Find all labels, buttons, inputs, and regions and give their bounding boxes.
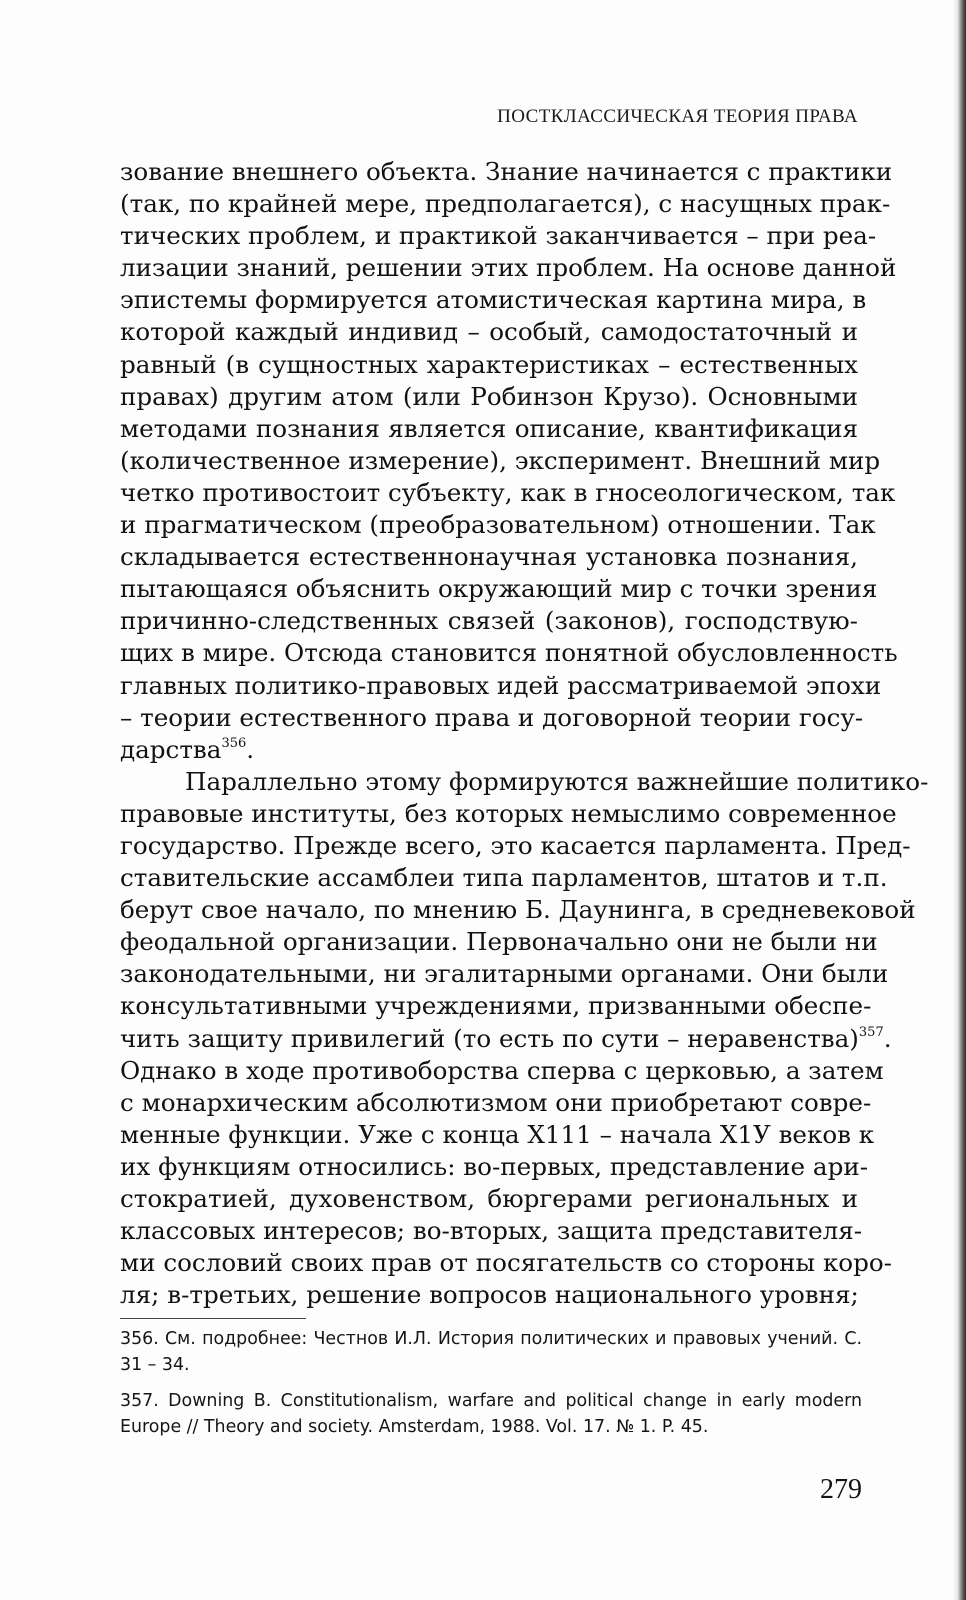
text-line: щих в мире. Отсюда становится понятной обусловленность [120, 638, 898, 668]
text-line: складывается естественнонаучная установка познания, [120, 542, 858, 572]
text-line: главных политико-правовых идей рассматриваемой эпохи [120, 670, 882, 700]
text-line-paragraph-end [120, 734, 858, 766]
footnote-line: 357. Downing B. Constitutionalism, warfare and political change in early modern [120, 1391, 862, 1411]
footnote-line: 31 – 34. [120, 1355, 190, 1375]
text-line: ля; в-третьих, решение вопросов национального уровня; [120, 1280, 859, 1310]
text-fragment: . [246, 734, 255, 764]
text-line: берут свое начало, по мнению Б. Даунинга, в средневековой [120, 895, 916, 925]
footnote-line: Europe // Theory and society. Amsterdam, 1988. Vol. 17. № 1. P. 45. [120, 1417, 709, 1437]
text-line: тических проблем, и практикой заканчивается – при реа- [120, 221, 877, 251]
main-text [120, 156, 929, 1311]
text-line: – теории естественного права и договорной теории госу- [120, 702, 864, 732]
footnote-ref-356[interactable]: 356 [221, 735, 247, 751]
text-fragment: . [883, 1023, 892, 1053]
text-line: зование внешнего объекта. Знание начинается с практики [120, 157, 893, 186]
text-line: Однако в ходе противоборства сперва с церковью, а затем [120, 1055, 884, 1085]
footnote-356 [120, 1326, 862, 1378]
text-line: правовые институты, без которых немыслимо современное [120, 798, 897, 828]
book-spine-shadow [952, 0, 966, 1600]
text-line: равный (в сущностных характеристиках – естественных [120, 349, 858, 379]
text-line: их функциям относились: во-первых, представление ари- [120, 1151, 869, 1181]
text-line: законодательными, ни эгалитарными органами. Они были [120, 959, 889, 989]
running-header: ПОСТКЛАССИЧЕСКАЯ ТЕОРИЯ ПРАВА [497, 106, 858, 127]
text-line: менные функции. Уже с конца Х111 – начала Х1У веков к [120, 1119, 875, 1149]
text-line: ставительские ассамблеи типа парламентов, штатов и т.п. [120, 863, 888, 893]
text-line: (количественное измерение), эксперимент. Внешний мир [120, 445, 881, 475]
text-line: консультативными учреждениями, призванными обеспе- [120, 991, 872, 1021]
footnote-line: 356. См. подробнее: Честнов И.Л. История политических и правовых учений. С. [120, 1329, 862, 1349]
text-line-paragraph-start: Параллельно этому формируются важнейшие политико- [185, 766, 929, 796]
text-line: стократией, духовенством, бюргерами региональных и [120, 1184, 858, 1213]
footnotes [120, 1326, 862, 1450]
text-line: и прагматическом (преобразовательном) отношении. Так [120, 510, 876, 540]
text-line: причинно-следственных связей (законов), господствую- [120, 606, 858, 636]
text-line [120, 1023, 892, 1055]
text-line: пытающаяся объяснить окружающий мир с точки зрения [120, 574, 878, 604]
text-line: четко противостоит субъекту, как в гносеологическом, так [120, 477, 896, 507]
page-number: 279 [820, 1474, 862, 1505]
text-line: феодальной организации. Первоначально они не были ни [120, 927, 878, 957]
text-line: методами познания является описание, квантификация [120, 413, 858, 443]
text-line: государство. Прежде всего, это касается парламента. Пред- [120, 830, 911, 860]
text-line: эпистемы формируется атомистическая картина мира, в [120, 285, 867, 315]
text-line: с монархическим абсолютизмом они приобретают совре- [120, 1087, 872, 1117]
text-fragment: дарства [120, 734, 222, 764]
text-line: ми сословий своих прав от посягательств со стороны коро- [120, 1248, 892, 1278]
text-line: классовых интересов; во-вторых, защита представителя- [120, 1216, 863, 1246]
footnote-357 [120, 1388, 862, 1440]
text-line: которой каждый индивид – особый, самодостаточный и [120, 317, 858, 347]
text-fragment: чить защиту привилегий (то есть по сути – неравенства) [120, 1023, 859, 1053]
text-line: (так, по крайней мере, предполагается), с насущных прак- [120, 189, 891, 219]
text-line: лизации знаний, решении этих проблем. На основе данной [120, 253, 897, 283]
text-line: правах) другим атом (или Робинзон Крузо). Основными [120, 381, 858, 411]
footnote-ref-357[interactable]: 357 [858, 1024, 884, 1040]
footnote-separator [120, 1318, 306, 1319]
